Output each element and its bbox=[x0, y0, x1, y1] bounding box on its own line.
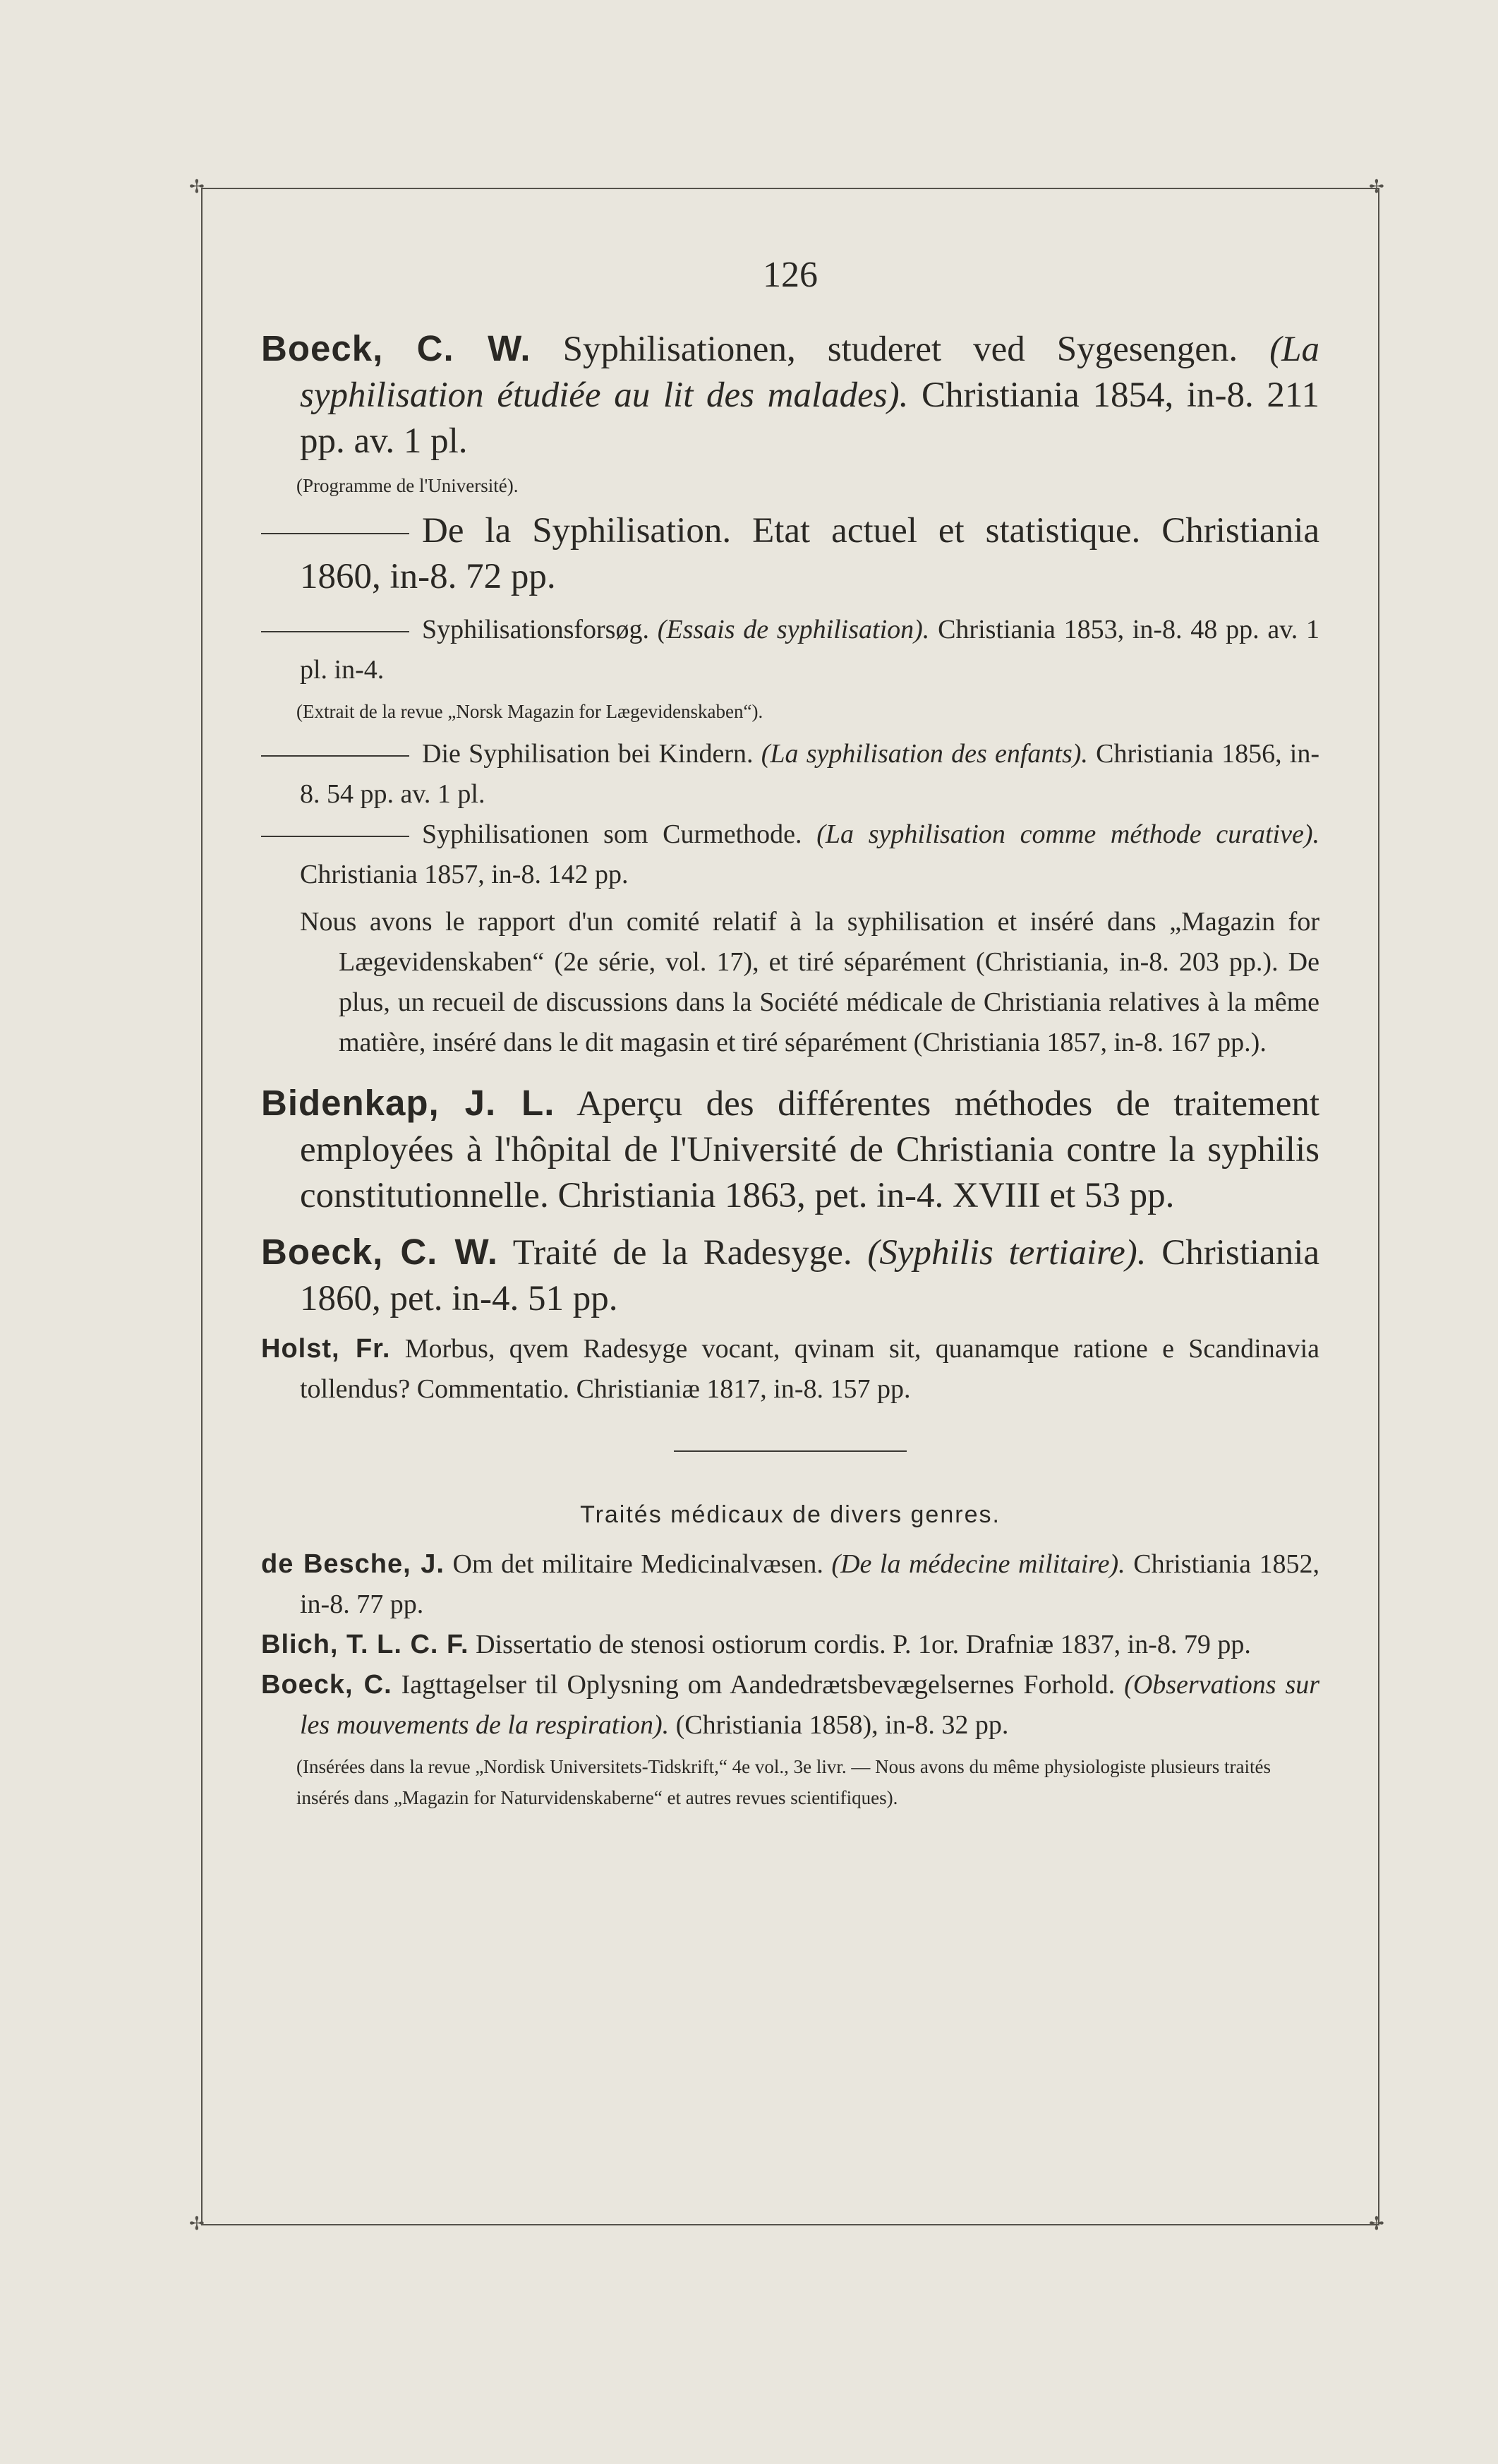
bib-entry bbox=[261, 610, 1319, 690]
entry-translation: (Syphilis tertiaire). bbox=[867, 1233, 1147, 1273]
entry-title: De la Syphilisation. Etat actuel et statistique. bbox=[422, 511, 1141, 551]
corner-ornament-icon: ✢ bbox=[189, 2213, 205, 2234]
entry-author: Boeck, C. W. bbox=[261, 328, 531, 368]
entry-title: Aperçu des différentes méthodes de traitement employées à l'hôpital de l'Université de Christiania contre la syphilis constitutionnelle. bbox=[300, 1084, 1320, 1215]
entry-note: (Insérées dans la revue „Nordisk Universitets-Tidskrift,“ 4e vol., 3e livr. — Nous avons du même physiologiste plusieurs traités insérés dans „Magazin for Naturvidenskaberne“ et autres revues scientifiques). bbox=[296, 1756, 1272, 1808]
bib-entry bbox=[261, 1229, 1319, 1322]
corner-ornament-icon: ✢ bbox=[1369, 2213, 1384, 2234]
entry-imprint: Christiania 1857, in-8. 142 pp. bbox=[300, 860, 629, 889]
entry-author: Boeck, C. bbox=[261, 1670, 392, 1700]
ditto-rule bbox=[261, 631, 409, 632]
bib-entry bbox=[261, 1329, 1319, 1410]
entry-imprint: Christiania 1860, pet. in-4. 51 pp. bbox=[300, 1233, 1320, 1318]
entry-imprint: Christiania 1854, in-8. 211 pp. av. 1 pl. bbox=[300, 375, 1320, 461]
section-title: Traités médicaux de divers genres. bbox=[580, 1501, 1001, 1528]
entry-title: Traité de la Radesyge. bbox=[512, 1233, 852, 1273]
corner-ornament-icon: ✢ bbox=[1369, 176, 1384, 197]
entry-author: Holst, Fr. bbox=[261, 1334, 391, 1364]
entry-author: Bidenkap, J. L. bbox=[261, 1083, 555, 1123]
entry-imprint: Christiania 1852, in-8. 77 pp. bbox=[300, 1549, 1320, 1619]
entry-translation: (Observations sur les mouvements de la respiration). bbox=[300, 1670, 1320, 1740]
entry-imprint: Christiania 1860, in-8. 72 pp. bbox=[300, 511, 1320, 596]
entry-title: Dissertatio de stenosi ostiorum cordis. bbox=[476, 1630, 886, 1659]
bib-entry bbox=[261, 1080, 1319, 1219]
entry-title: Syphilisationsforsøg. bbox=[422, 615, 649, 644]
entry-translation: (La syphilisation étudiée au lit des malades). bbox=[300, 330, 1320, 415]
entry-title: Om det militaire Medicinalvæsen. bbox=[452, 1549, 823, 1579]
entry-translation: (Essais de syphilisation). bbox=[657, 615, 930, 644]
bib-entry bbox=[261, 734, 1319, 815]
entry-title: Die Syphilisation bei Kindern. bbox=[422, 739, 754, 769]
ditto-rule bbox=[261, 755, 409, 757]
entry-translation: (La syphilisation comme méthode curative). bbox=[816, 819, 1320, 849]
page-content bbox=[261, 254, 1319, 1820]
bib-entry bbox=[261, 815, 1319, 895]
bib-entry bbox=[261, 1625, 1319, 1665]
entry-commentary: Nous avons le rapport d'un comité relatif à la syphilisation et inséré dans „Magazin for Lægevidenskaben“ (2e série, vol. 17), et tiré séparément (Christiania, in-8. 203 pp.). De plus, un recueil de discussions dans la Société médicale de Christiania relatives à la même matière, inséré dans le dit magasin et tiré séparément (Christiania 1857, in-8. 167 pp.). bbox=[300, 907, 1319, 1057]
entry-title: Syphilisationen som Curmethode. bbox=[422, 819, 802, 849]
page-number: 126 bbox=[763, 255, 818, 295]
entry-imprint: Christiania 1863, pet. in-4. XVIII et 53 pp. bbox=[557, 1176, 1175, 1215]
entry-title: Syphilisationen, studeret ved Sygesengen. bbox=[562, 330, 1238, 369]
corner-ornament-icon: ✢ bbox=[189, 176, 205, 197]
entry-author: de Besche, J. bbox=[261, 1549, 445, 1579]
entry-imprint: Christiania 1856, in-8. 54 pp. av. 1 pl. bbox=[300, 739, 1319, 809]
entry-imprint: Christianiæ 1817, in-8. 157 pp. bbox=[576, 1374, 911, 1404]
bib-entry bbox=[261, 1665, 1319, 1745]
entry-imprint: (Christiania 1858), in-8. 32 pp. bbox=[675, 1710, 1009, 1740]
bib-entry bbox=[261, 508, 1319, 600]
entry-title: Iagttagelser til Oplysning om Aandedrætsbevægelsernes Forhold. bbox=[401, 1670, 1116, 1700]
entry-translation: (De la médecine militaire). bbox=[831, 1549, 1125, 1579]
entry-title: Morbus, qvem Radesyge vocant, qvinam sit, quanamque ratione e Scandinavia tollendus? Commentatio. bbox=[300, 1334, 1319, 1404]
entry-translation: (La syphilisation des enfants). bbox=[761, 739, 1088, 769]
entry-note: (Programme de l'Université). bbox=[296, 475, 519, 496]
bib-entry bbox=[261, 325, 1319, 464]
entry-author: Blich, T. L. C. F. bbox=[261, 1630, 469, 1659]
bib-entry bbox=[261, 1544, 1319, 1625]
entry-imprint: P. 1or. Drafniæ 1837, in-8. 79 pp. bbox=[893, 1630, 1251, 1659]
ditto-rule bbox=[261, 533, 409, 534]
entry-imprint: Christiania 1853, in-8. 48 pp. av. 1 pl. in-4. bbox=[300, 615, 1319, 685]
section-divider bbox=[674, 1450, 907, 1452]
entry-author: Boeck, C. W. bbox=[261, 1232, 498, 1272]
entry-note: (Extrait de la revue „Norsk Magazin for Lægevidenskaben“). bbox=[296, 701, 763, 722]
ditto-rule bbox=[261, 836, 409, 837]
